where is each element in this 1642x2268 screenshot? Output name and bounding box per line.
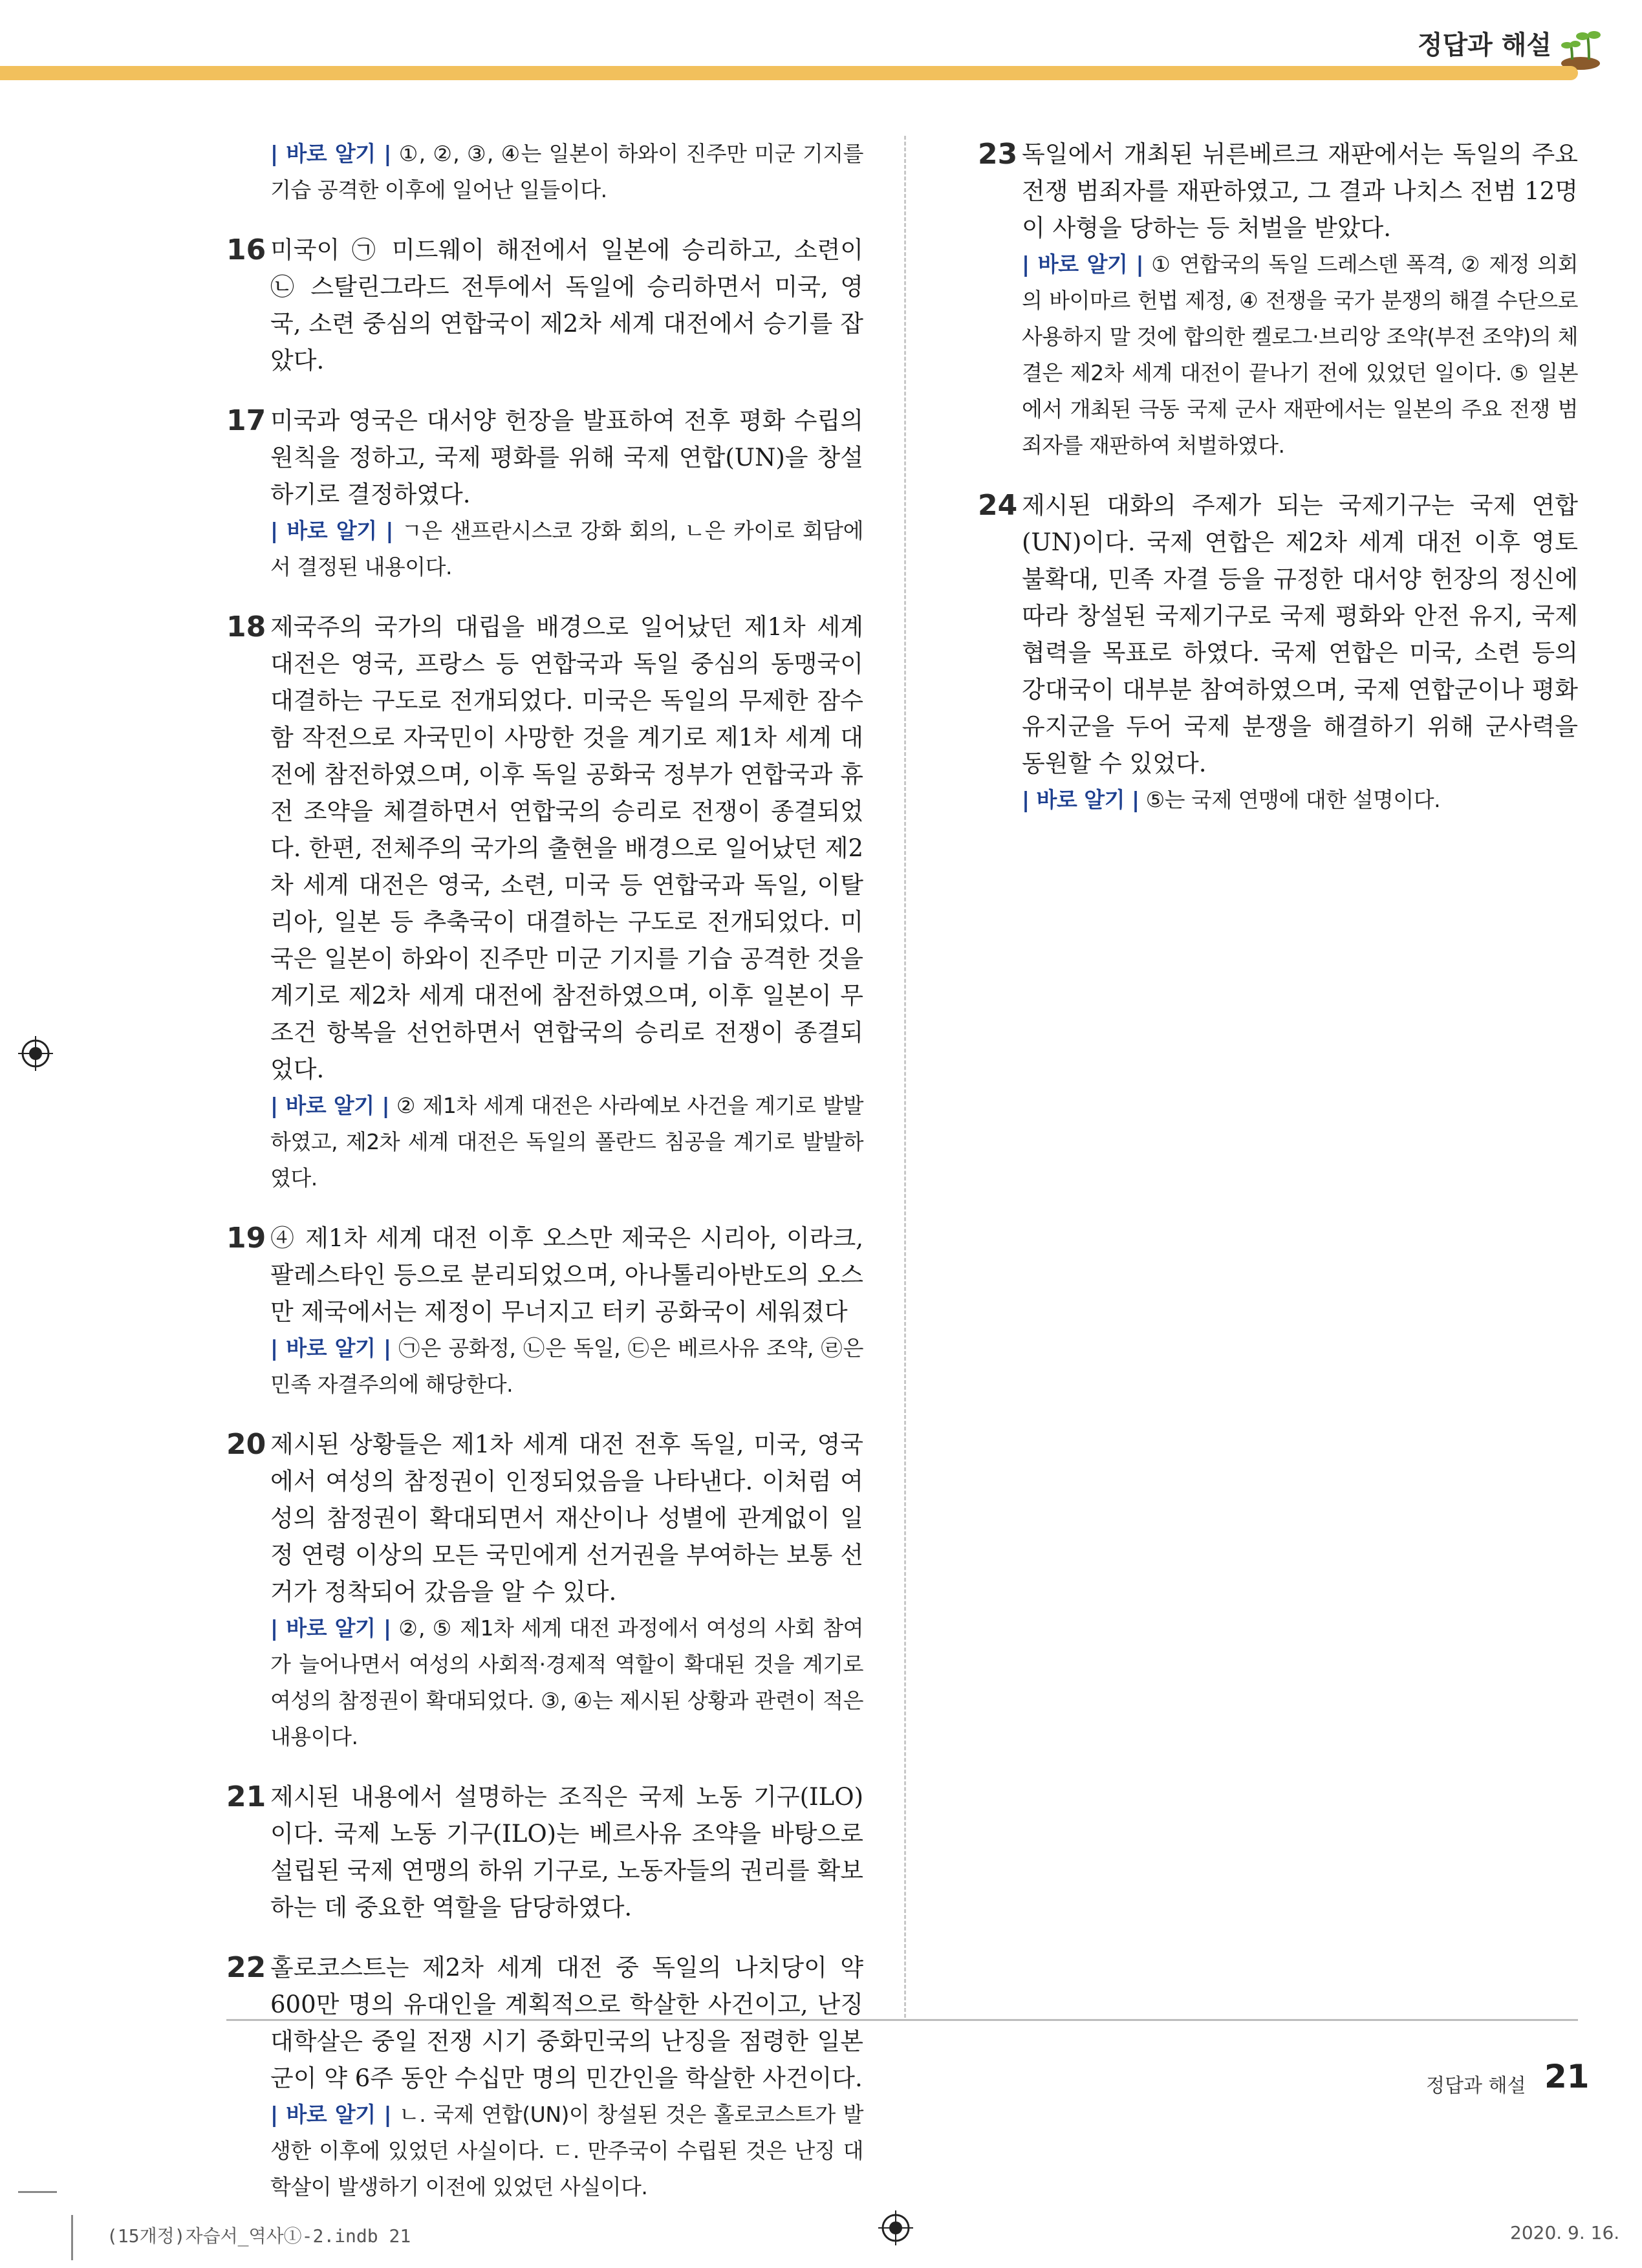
column-divider [904, 136, 906, 2018]
sprout-icon [1558, 26, 1603, 71]
note-text: ② 제1차 세계 대전은 사라예보 사건을 계기로 발발하였고, 제2차 세계 대전은 독일의 폴란드 침공을 계기로 발발하였다. [270, 1093, 863, 1191]
registration-mark-icon [878, 2210, 913, 2245]
item-text: 홀로코스트는 제2차 세계 대전 중 독일의 나치당이 약 600만 명의 유대인을 계획적으로 학살한 사건이고, 난징 대학살은 중일 전쟁 시기 중화민국의 난징을 점령한 일본군이 약 6주 동안 수십만 명의 민간인을 학살한 사건이다. [270, 1954, 863, 2092]
item-number: 16 [226, 233, 266, 266]
note-label: | 바로 알기 | [1022, 787, 1140, 812]
note-text: ① 연합국의 독일 드레스덴 폭격, ② 제정 의회의 바이마르 헌법 제정, ④ 전쟁을 국가 분쟁의 해결 수단으로 사용하지 말 것에 합의한 켈로그·브리앙 조약(부전 조약)의 체결은 제2차 세계 대전이 끝나기 전에 있었던 일이다. ⑤ 일본에서 개최된 극동 국제 군사 재판에서는 일본의 주요 전쟁 범죄자를 재판하여 처벌하였다. [1022, 252, 1579, 458]
crop-mark [71, 2215, 73, 2260]
item-note [1022, 246, 1578, 464]
answer-item-16 [226, 232, 863, 379]
item-text: 제시된 내용에서 설명하는 조직은 국제 노동 기구(ILO)이다. 국제 노동 기구(ILO)는 베르사유 조약을 바탕으로 설립된 국제 연맹의 하위 기구로, 노동자들의 권리를 확보하는 데 중요한 역할을 담당하였다. [270, 1783, 863, 1921]
note-text: ②, ⑤ 제1차 세계 대전 과정에서 여성의 사회 참여가 늘어나면서 여성의 사회적·경제적 역할이 확대된 것을 계기로 여성의 참정권이 확대되었다. ③, ④는 제시된 상황과 관련이 적은 내용이다. [270, 1615, 863, 1749]
intro-note [270, 136, 863, 208]
note-label: | 바로 알기 | [270, 2102, 392, 2127]
note-label: | 바로 알기 | [270, 1615, 391, 1641]
item-note [270, 1330, 863, 1403]
item-number: 23 [978, 138, 1018, 171]
item-number: 21 [226, 1780, 266, 1813]
item-note [270, 1610, 863, 1755]
page-number: 21 [1544, 2058, 1590, 2095]
item-text: ④ 제1차 세계 대전 이후 오스만 제국은 시리아, 이라크, 팔레스타인 등으로 분리되었으며, 아나톨리아반도의 오스만 제국에서는 제정이 무너지고 터키 공화국이 세워졌다 [270, 1224, 863, 1326]
answer-item-17 [226, 402, 863, 585]
item-number: 19 [226, 1222, 266, 1255]
note-label: | 바로 알기 | [1022, 252, 1144, 277]
crop-mark [18, 2191, 57, 2193]
item-number: 22 [226, 1951, 266, 1984]
item-note [270, 1088, 863, 1196]
answer-item-21 [226, 1778, 863, 1926]
answer-item-22 [226, 1949, 863, 2205]
header-title: 정답과 해설 [1417, 30, 1551, 60]
item-note [270, 513, 863, 585]
item-text: 독일에서 개최된 뉘른베르크 재판에서는 독일의 주요 전쟁 범죄자를 재판하였고, 그 결과 나치스 전범 12명이 사형을 당하는 등 처벌을 받았다. [1022, 140, 1578, 242]
note-text: ①, ②, ③, ④는 일본이 하와이 진주만 미군 기지를 기습 공격한 이후에 일어난 일들이다. [270, 141, 863, 202]
note-label: | 바로 알기 | [270, 518, 393, 543]
item-number: 20 [226, 1428, 266, 1461]
item-text: 제시된 대화의 주제가 되는 국제기구는 국제 연합(UN)이다. 국제 연합은 제2차 세계 대전 이후 영토 불확대, 민족 자결 등을 규정한 대서양 헌장의 정신에 따라 창설된 국제기구로 국제 평화와 안전 유지, 국제 협력을 목표로 하였다. 국제 연합은 미국, 소련 등의 강대국이 대부분 참여하였으며, 국제 연합군이나 평화 유지군을 두어 국제 분쟁을 해결하기 위해 군사력을 동원할 수 있었다. [1022, 491, 1578, 777]
answer-item-23 [978, 136, 1578, 464]
left-column [226, 136, 863, 2229]
answer-item-19 [226, 1220, 863, 1403]
footer-rule [226, 2019, 1578, 2021]
answer-item-20 [226, 1426, 863, 1755]
item-number: 17 [226, 404, 266, 437]
answer-item-24 [978, 487, 1578, 818]
item-number: 18 [226, 610, 266, 643]
header-bar [0, 66, 1578, 80]
note-label: | 바로 알기 | [270, 141, 391, 166]
item-text: 제시된 상황들은 제1차 세계 대전 전후 독일, 미국, 영국에서 여성의 참정권이 인정되었음을 나타낸다. 이처럼 여성의 참정권이 확대되면서 재산이나 성별에 관계없이 일정 연령 이상의 모든 국민에게 선거권을 부여하는 보통 선거가 정착되어 갔음을 알 수 있다. [270, 1431, 863, 1606]
item-note [1022, 782, 1578, 818]
item-text: 미국과 영국은 대서양 헌장을 발표하여 전후 평화 수립의 원칙을 정하고, 국제 평화를 위해 국제 연합(UN)을 창설하기로 결정하였다. [270, 407, 863, 508]
footer-label: 정답과 해설 [1426, 2075, 1526, 2097]
note-label: | 바로 알기 | [270, 1093, 390, 1118]
print-file-name: (15개정)자습서_역사①-2.indb 21 [107, 2225, 411, 2247]
answer-item-18 [226, 609, 863, 1196]
note-text: ⑤는 국제 연맹에 대한 설명이다. [1139, 787, 1441, 812]
note-text: ㉠은 공화정, ㉡은 독일, ㉢은 베르사유 조약, ㉣은 민족 자결주의에 해당한다. [270, 1335, 863, 1397]
item-text: 제국주의 국가의 대립을 배경으로 일어났던 제1차 세계 대전은 영국, 프랑스 등 연합국과 독일 중심의 동맹국이 대결하는 구도로 전개되었다. 미국은 독일의 무제한 잠수함 작전으로 자국민이 사망한 것을 계기로 제1차 세계 대전에 참전하였으며, 이후 독일 공화국 정부가 연합국과 휴전 조약을 체결하면서 연합국의 승리로 전쟁이 종결되었다. 한편, 전체주의 국가의 출현을 배경으로 일어났던 제2차 세계 대전은 영국, 소련, 미국 등 연합국과 독일, 이탈리아, 일본 등 추축국이 대결하는 구도로 전개되었다. 미국은 일본이 하와이 진주만 미군 기지를 기습 공격한 것을 계기로 제2차 세계 대전에 참전하였으며, 이후 일본이 무조건 항복을 선언하면서 연합국의 승리로 전쟁이 종결되었다. [270, 613, 863, 1083]
intro-note-block [226, 136, 863, 208]
note-label: | 바로 알기 | [270, 1335, 391, 1361]
registration-mark-icon [18, 1036, 53, 1071]
note-text: ㄱ은 샌프란시스코 강화 회의, ㄴ은 카이로 회담에서 결정된 내용이다. [270, 518, 863, 579]
right-column [978, 136, 1578, 841]
item-note [270, 2097, 863, 2205]
item-number: 24 [978, 489, 1018, 522]
item-text: 미국이 ㉠ 미드웨이 해전에서 일본에 승리하고, 소련이 ㉡ 스탈린그라드 전투에서 독일에 승리하면서 미국, 영국, 소련 중심의 연합국이 제2차 세계 대전에서 승기를 잡았다. [270, 236, 863, 374]
print-date: 2020. 9. 16. [1510, 2222, 1620, 2243]
note-text: ㄴ. 국제 연합(UN)이 창설된 것은 홀로코스트가 발생한 이후에 있었던 사실이다. ㄷ. 만주국이 수립된 것은 난징 대학살이 발생하기 이전에 있었던 사실이다. [270, 2102, 863, 2199]
